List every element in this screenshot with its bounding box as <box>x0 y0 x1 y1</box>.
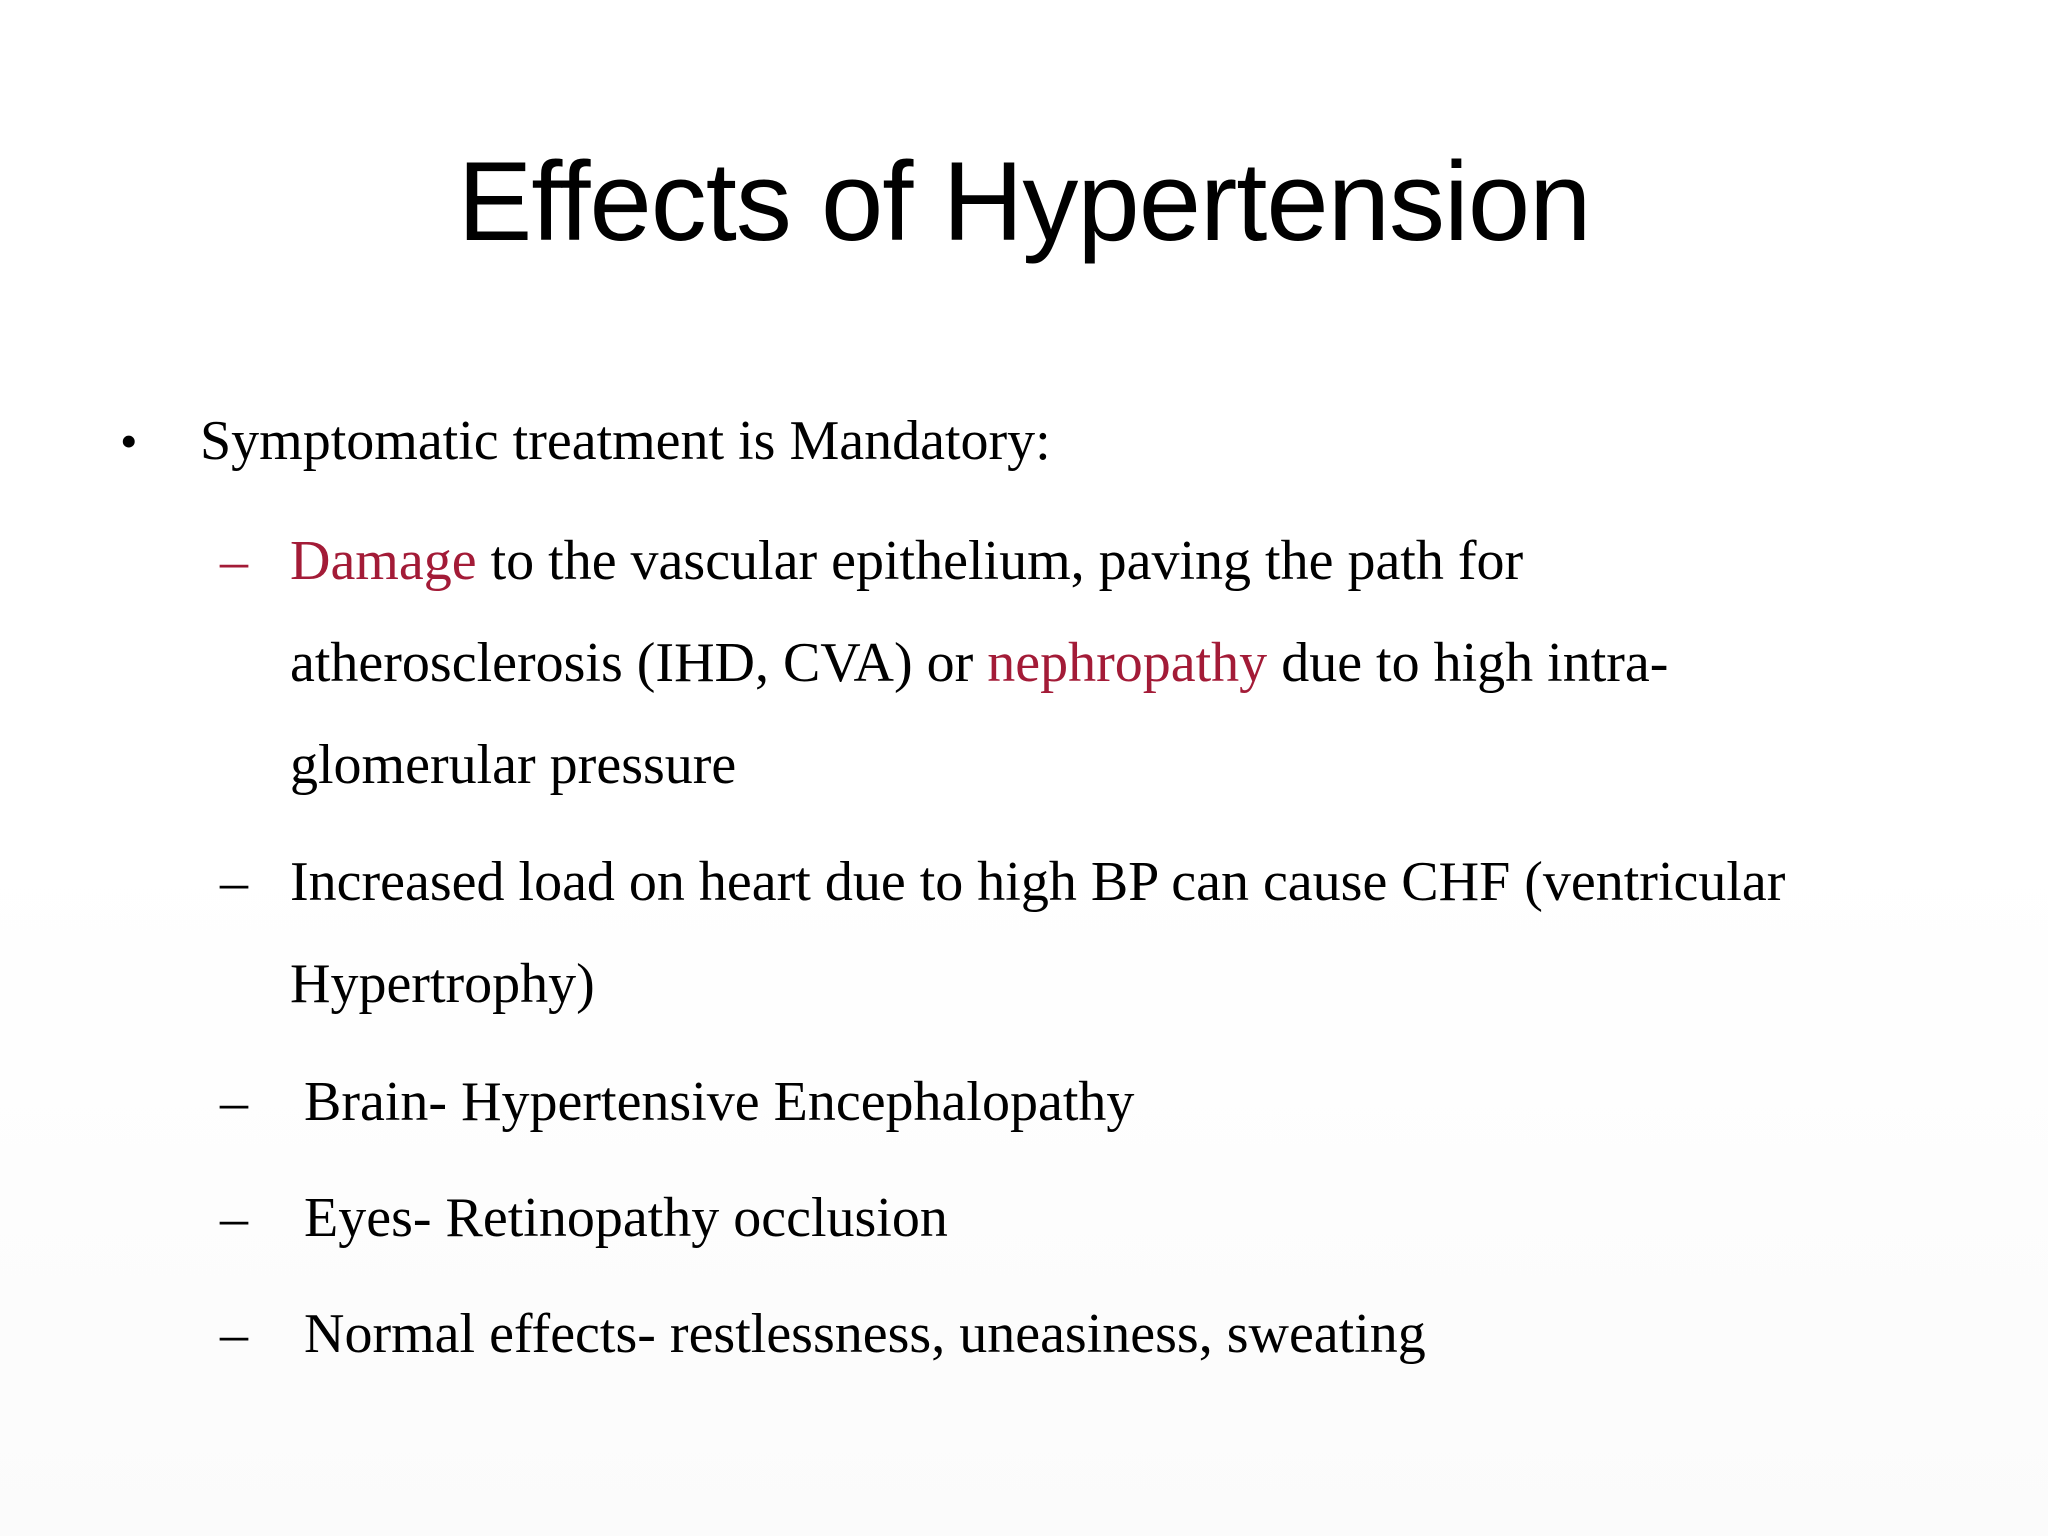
bullet-marker: • <box>120 413 138 469</box>
sub-item-text: Normal effects- restlessness, uneasiness, sweating <box>304 1303 1426 1365</box>
dash-marker: – <box>220 530 248 592</box>
sub-item-text-part: due to high intra-glomerular pressure <box>290 632 1669 796</box>
dash-marker: – <box>220 851 248 913</box>
dash-marker: – <box>220 1071 248 1133</box>
main-bullet-text: Symptomatic treatment is Mandatory: <box>200 410 1051 472</box>
sub-item-text: Brain- Hypertensive Encephalopathy <box>304 1071 1135 1133</box>
highlight-damage: Damage <box>290 530 477 592</box>
dash-marker: – <box>220 1187 248 1249</box>
highlight-nephropathy: nephropathy <box>987 632 1268 694</box>
dash-marker: – <box>220 1303 248 1365</box>
sub-item-text <box>290 510 1820 816</box>
sub-item-text: Increased load on heart due to high BP can cause CHF (ventricular Hypertrophy) <box>290 851 1786 1015</box>
slide-title: Effects of Hypertension <box>457 139 1591 264</box>
sub-item-text: Eyes- Retinopathy occlusion <box>304 1187 948 1249</box>
sub-item-text-part: to the vascular epithelium, paving the path for atherosclerosis (IHD, CVA) or <box>290 530 1524 694</box>
